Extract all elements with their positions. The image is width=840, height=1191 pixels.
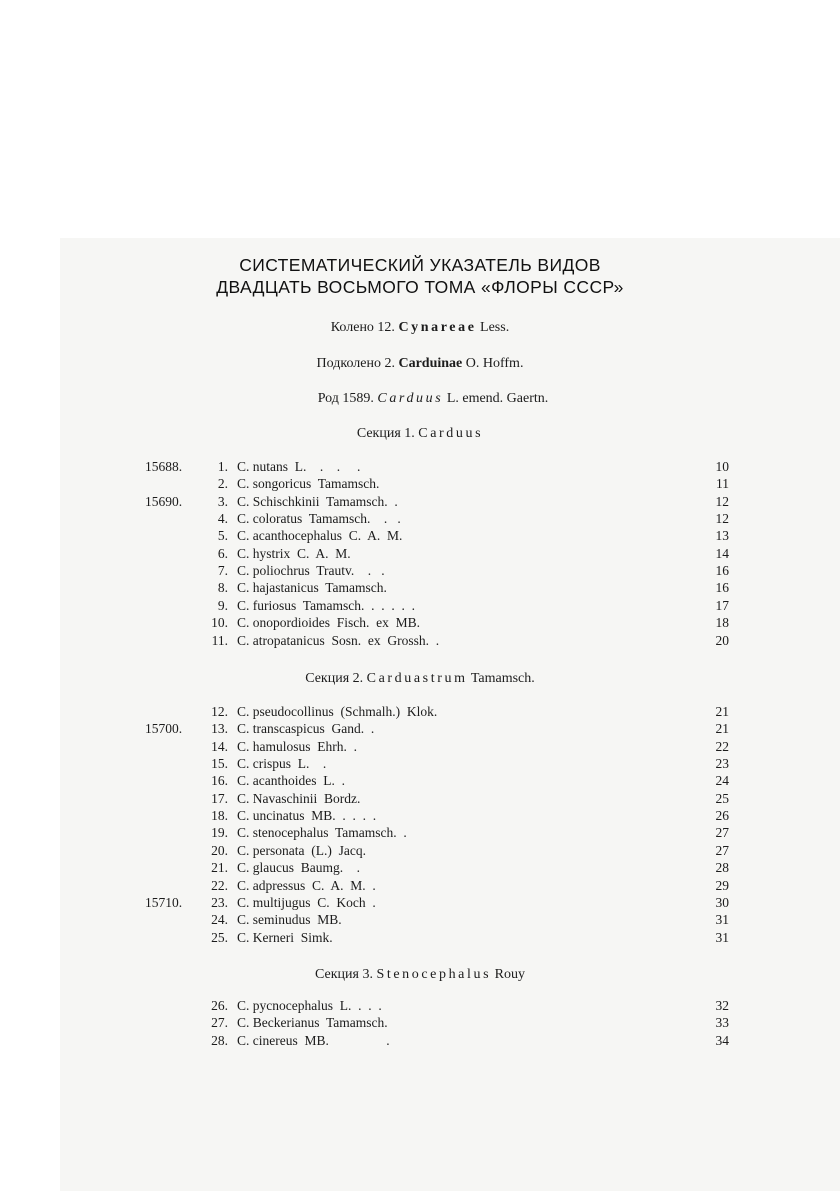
entry-number: 28. <box>211 1032 228 1048</box>
subtribe-author: O. Hoffm. <box>465 356 524 371</box>
entry-species-name: C. adpressus C. A. M. . <box>237 877 376 893</box>
section-prefix: Секция 2. <box>305 671 364 686</box>
entry-species-name: C. personata (L.) Jacq. <box>237 842 366 858</box>
index-entry <box>0 703 840 721</box>
entry-page-number: 12 <box>715 493 729 509</box>
entry-species-name: C. atropatanicus Sosn. ex Grossh. . <box>237 632 440 648</box>
entry-page-number: 16 <box>715 580 729 596</box>
entry-species-name: C. acanthocephalus C. A. M. <box>237 528 403 544</box>
section-heading <box>0 426 840 442</box>
genus-prefix: Род 1589. <box>317 391 374 406</box>
entry-number: 24. <box>211 912 228 928</box>
entry-page-number: 16 <box>715 563 729 579</box>
entry-code: 15710. <box>145 894 183 910</box>
index-entry <box>0 1032 840 1050</box>
section-prefix: Секция 1. <box>356 426 415 441</box>
entry-page-number: 21 <box>715 704 729 719</box>
entry-number: 2. <box>217 476 228 492</box>
entry-species-name: C. nutans L. . . . <box>237 459 361 474</box>
index-entry <box>0 772 840 790</box>
index-entry <box>0 807 840 825</box>
entry-page-number: 11 <box>716 476 729 492</box>
entry-species-name: C. Kerneri Simk. <box>237 929 333 945</box>
section-heading <box>0 967 840 983</box>
index-entry <box>0 929 840 947</box>
entry-page-number: 26 <box>715 808 729 824</box>
entry-number: 18. <box>211 808 228 824</box>
entry-page-number: 30 <box>715 894 729 910</box>
entry-number: 26. <box>211 998 228 1013</box>
entry-page-number: 24 <box>715 773 729 789</box>
index-entry <box>0 824 840 842</box>
entry-page-number: 21 <box>715 721 729 737</box>
entry-number: 16. <box>211 773 228 789</box>
index-entry <box>0 755 840 773</box>
entry-code: 15700. <box>145 721 183 737</box>
entry-species-name: C. Schischkinii Tamamsch. . <box>237 493 398 509</box>
index-entry <box>0 859 840 877</box>
entry-number: 6. <box>217 545 228 561</box>
index-entry <box>0 475 840 493</box>
entry-number: 3. <box>217 493 228 509</box>
entry-page-number: 25 <box>715 790 729 806</box>
subtribe-prefix: Подколено 2. <box>316 356 395 371</box>
entry-species-name: C. onopordioides Fisch. ex MB. <box>237 615 421 631</box>
entry-species-name: C. pycnocephalus L. . . . <box>237 998 382 1013</box>
index-entry <box>0 790 840 808</box>
index-entry <box>0 579 840 597</box>
entry-page-number: 34 <box>715 1032 729 1048</box>
entry-number: 21. <box>211 860 228 876</box>
entry-page-number: 14 <box>715 545 729 561</box>
entry-number: 13. <box>211 721 228 737</box>
entry-number: 7. <box>217 563 228 579</box>
index-entry <box>0 877 840 895</box>
entry-number: 1. <box>217 459 228 474</box>
entry-number: 9. <box>217 597 228 613</box>
entry-species-name: C. Beckerianus Tamamsch. <box>237 1015 388 1031</box>
entry-page-number: 29 <box>715 877 729 893</box>
entry-number: 14. <box>211 738 228 754</box>
entry-page-number: 10 <box>715 459 729 474</box>
entry-species-name: C. Navaschinii Bordz. <box>237 790 361 806</box>
index-entry <box>0 545 840 563</box>
section-name: Carduus <box>418 426 484 441</box>
genus-name: Carduus <box>377 391 444 406</box>
index-entry <box>0 632 840 650</box>
entry-page-number: 33 <box>715 1015 729 1031</box>
index-entry <box>0 562 840 580</box>
entry-species-name: C. coloratus Tamamsch. . . <box>237 511 401 527</box>
entry-number: 12. <box>211 704 228 719</box>
entry-page-number: 31 <box>715 929 729 945</box>
entry-code: 15690. <box>145 493 183 509</box>
index-entry <box>0 458 840 476</box>
entry-number: 23. <box>211 894 228 910</box>
entry-species-name: C. pseudocollinus (Schmalh.) Klok. <box>237 704 438 719</box>
entry-number: 22. <box>211 877 228 893</box>
page-title-line-1: СИСТЕМАТИЧЕСКИЙ УКАЗАТЕЛЬ ВИДОВ <box>239 255 601 275</box>
entry-species-name: C. stenocephalus Tamamsch. . <box>237 825 407 841</box>
entry-number: 8. <box>217 580 228 596</box>
index-entry <box>0 894 840 912</box>
entry-species-name: C. cinereus MB. . <box>237 1032 390 1048</box>
index-entry <box>0 493 840 511</box>
index-entry <box>0 614 840 632</box>
entry-page-number: 28 <box>715 860 729 876</box>
entry-species-name: C. songoricus Tamamsch. <box>237 476 380 492</box>
section-prefix: Секция 3. <box>315 967 373 982</box>
index-entry <box>0 527 840 545</box>
entry-page-number: 18 <box>715 615 729 631</box>
entry-species-name: C. hamulosus Ehrh. . <box>237 738 357 754</box>
entry-page-number: 12 <box>715 511 729 527</box>
entry-page-number: 27 <box>715 842 729 858</box>
entry-species-name: C. seminudus MB. <box>237 912 342 928</box>
index-entry <box>0 842 840 860</box>
index-entry <box>0 510 840 528</box>
entry-number: 19. <box>211 825 228 841</box>
entry-number: 17. <box>211 790 228 806</box>
section-author: Rouy <box>494 967 525 982</box>
tribe-prefix: Колено 12. <box>330 320 395 335</box>
entry-page-number: 20 <box>715 632 729 648</box>
entry-page-number: 13 <box>715 528 729 544</box>
entry-number: 27. <box>211 1015 228 1031</box>
entry-page-number: 32 <box>715 998 729 1013</box>
index-entry <box>0 1014 840 1032</box>
entry-species-name: C. glaucus Baumg. . <box>237 860 360 876</box>
entry-number: 11. <box>211 632 228 648</box>
index-entry <box>0 997 840 1015</box>
entry-species-name: C. crispus L. . <box>237 756 327 772</box>
entry-code: 15688. <box>145 459 183 474</box>
entry-species-name: C. transcaspicus Gand. . <box>237 721 375 737</box>
section-name: Carduastrum <box>366 671 468 686</box>
entry-species-name: C. hajastanicus Tamamsch. <box>237 580 387 596</box>
section-author: Tamamsch. <box>470 671 535 686</box>
entry-number: 4. <box>217 511 228 527</box>
index-entry <box>0 720 840 738</box>
index-entry <box>0 738 840 756</box>
entry-species-name: C. acanthoides L. . <box>237 773 345 789</box>
index-entry <box>0 911 840 929</box>
entry-number: 10. <box>211 615 228 631</box>
entry-page-number: 22 <box>715 738 729 754</box>
entry-species-name: C. furiosus Tamamsch. . . . . . <box>237 597 416 613</box>
entry-number: 15. <box>211 756 228 772</box>
subtribe-name: Carduinae <box>398 356 463 371</box>
entry-page-number: 31 <box>715 912 729 928</box>
entry-number: 25. <box>211 929 228 945</box>
entry-page-number: 27 <box>715 825 729 841</box>
entry-species-name: C. multijugus C. Koch . <box>237 894 376 910</box>
entry-page-number: 17 <box>715 597 729 613</box>
section-heading <box>0 671 840 687</box>
entry-number: 20. <box>211 842 228 858</box>
entry-page-number: 23 <box>715 756 729 772</box>
page-title-line-2: ДВАДЦАТЬ ВОСЬМОГО ТОМА «ФЛОРЫ СССР» <box>216 277 624 297</box>
tribe-author: Less. <box>480 320 510 335</box>
entry-number: 5. <box>217 528 228 544</box>
entry-species-name: C. uncinatus MB. . . . . <box>237 808 377 824</box>
section-name: Stenocephalus <box>376 967 492 982</box>
entry-species-name: C. hystrix C. A. M. <box>237 545 351 561</box>
index-entry <box>0 597 840 615</box>
genus-author: L. emend. Gaertn. <box>446 391 549 406</box>
entry-species-name: C. poliochrus Trautv. . . <box>237 563 385 579</box>
tribe-name: Cynareae <box>398 320 477 335</box>
